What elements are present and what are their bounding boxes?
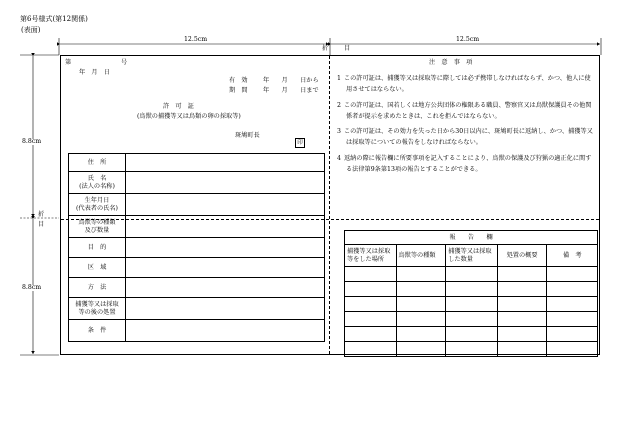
row-value[interactable] [126, 172, 325, 194]
row-label: 条 件 [69, 320, 126, 342]
report-cell[interactable] [345, 282, 397, 297]
report-row [345, 342, 598, 357]
row-label: 氏 名 (法人の名称) [69, 172, 126, 194]
applicant-row [69, 216, 325, 238]
row-label: 捕獲等又は採取 等の後の処置 [69, 298, 126, 320]
report-cell[interactable] [446, 327, 498, 342]
report-column-header: 処置の概要 [497, 245, 547, 267]
report-cell[interactable] [497, 267, 547, 282]
report-cell[interactable] [547, 282, 598, 297]
report-table [344, 230, 598, 357]
applicant-row [69, 258, 325, 278]
report-column-header: 鳥獣等の種類 [396, 245, 446, 267]
note-item: 1 この許可証は、捕獲等又は採取等に際しては必ず携帯しなければならず、かつ、他人に使用させてはならない。 [337, 75, 591, 93]
report-cell[interactable] [345, 267, 397, 282]
period-date: 年 月 日まで [263, 87, 319, 94]
form-number: 第6号様式(第12関係) [20, 15, 88, 23]
report-cell[interactable] [396, 327, 446, 342]
row-label: 住 所 [69, 154, 126, 172]
valid-date: 年 月 日から [263, 77, 319, 84]
applicant-table [68, 153, 325, 342]
report-cell[interactable] [396, 342, 446, 357]
row-label: 鳥獣等の種類 及び数量 [69, 216, 126, 238]
report-column-header: 備 考 [547, 245, 598, 267]
notes-list [337, 74, 595, 181]
report-row [345, 297, 598, 312]
row-value[interactable] [126, 298, 325, 320]
report-cell[interactable] [396, 312, 446, 327]
report-cell[interactable] [345, 312, 397, 327]
applicant-row [69, 194, 325, 216]
report-cell[interactable] [446, 267, 498, 282]
number-prefix: 第 [65, 59, 72, 66]
side-label: (表面) [21, 26, 41, 34]
report-cell[interactable] [497, 312, 547, 327]
issuer: 斑鳩町長 [235, 132, 260, 139]
report-cell[interactable] [497, 342, 547, 357]
row-label: 方 法 [69, 278, 126, 298]
report-row [345, 282, 598, 297]
period-label: 期 間 [229, 87, 248, 94]
fold-label-left-b: 目 [38, 221, 45, 228]
width-right-label: 12.5cm [456, 36, 480, 43]
fold-label-top-b: 目 [344, 45, 351, 52]
valid-label: 有 効 [229, 77, 248, 84]
report-cell[interactable] [396, 297, 446, 312]
report-cell[interactable] [446, 282, 498, 297]
fold-line-vertical [329, 56, 330, 354]
report-cell[interactable] [446, 342, 498, 357]
note-item: 4 返納の際に報告欄に所要事項を記入することにより、鳥獣の保護及び狩猟の適正化に関する法律第9条第13項の報告とすることができる。 [337, 155, 592, 173]
fold-label-left: 折 [38, 211, 45, 218]
report-cell[interactable] [497, 282, 547, 297]
applicant-row [69, 320, 325, 342]
report-column-header: 捕獲等又は採取した数量 [446, 245, 498, 267]
row-value[interactable] [126, 320, 325, 342]
report-cell[interactable] [446, 297, 498, 312]
report-cell[interactable] [547, 297, 598, 312]
note-item: 2 この許可証は、国若しくは地方公共団体の権限ある職員、警察官又は鳥獣保護員その他関係者が提示を求めたときは、これを拒んではならない。 [337, 101, 592, 120]
row-value[interactable] [126, 194, 325, 216]
row-label: 生年月日 (代表者の氏名) [69, 194, 126, 216]
report-row [345, 327, 598, 342]
applicant-row [69, 238, 325, 258]
row-value[interactable] [126, 278, 325, 298]
note-item: 3 この許可証は、その効力を失った日から30日以内に、斑鳩町長に返納し、かつ、捕獲等又は採取等についての報告をしなければならない。 [337, 128, 593, 147]
certificate-title: 許 可 証 [163, 103, 194, 110]
row-value[interactable] [126, 258, 325, 278]
row-value[interactable] [126, 238, 325, 258]
certificate-subtitle: (鳥獣の捕獲等又は鳥類の卵の採取等) [137, 113, 241, 120]
report-column-header: 捕獲等又は採取等をした場所 [345, 245, 397, 267]
report-cell[interactable] [446, 312, 498, 327]
applicant-row [69, 298, 325, 320]
report-cell[interactable] [345, 342, 397, 357]
issue-date: 年 月 日 [79, 69, 110, 76]
report-row [345, 267, 598, 282]
report-cell[interactable] [497, 327, 547, 342]
report-cell[interactable] [547, 267, 598, 282]
row-label: 区 域 [69, 258, 126, 278]
applicant-row [69, 172, 325, 194]
number-suffix: 号 [121, 59, 128, 66]
permit-form [60, 55, 600, 355]
report-cell[interactable] [345, 297, 397, 312]
applicant-row [69, 278, 325, 298]
report-cell[interactable] [547, 342, 598, 357]
fold-label-top: 折 [322, 45, 329, 52]
height-bottom-label: 8.8cm [22, 284, 42, 291]
report-cell[interactable] [345, 327, 397, 342]
report-cell[interactable] [547, 327, 598, 342]
width-left-label: 12.5cm [184, 36, 208, 43]
seal-mark: 印 [295, 131, 305, 148]
report-cell[interactable] [547, 312, 598, 327]
report-cell[interactable] [396, 282, 446, 297]
applicant-row [69, 154, 325, 172]
report-cell[interactable] [497, 297, 547, 312]
report-cell[interactable] [396, 267, 446, 282]
report-title: 報 告 欄 [345, 231, 598, 245]
report-row [345, 312, 598, 327]
height-top-label: 8.8cm [22, 138, 42, 145]
row-value[interactable] [126, 216, 325, 238]
notes-title: 注 意 事 項 [429, 59, 473, 66]
row-label: 目 的 [69, 238, 126, 258]
row-value[interactable] [126, 154, 325, 172]
